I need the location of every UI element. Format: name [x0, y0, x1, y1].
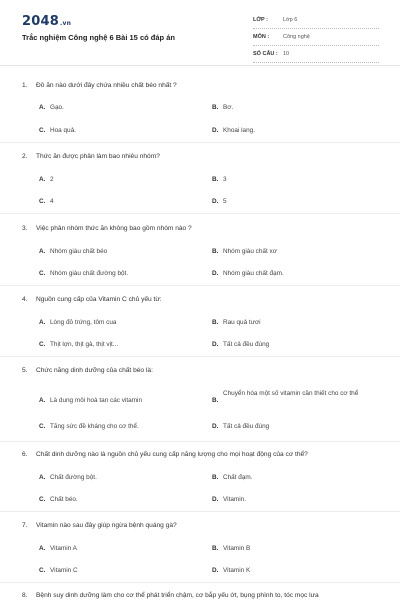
- option-text: Nhóm giàu chất xơ: [223, 248, 277, 255]
- option-text: Rau quả tươi: [223, 319, 261, 326]
- meta-value: Lớp 6: [283, 17, 298, 23]
- question-number: 2.: [22, 153, 28, 160]
- option-letter: B.: [212, 319, 219, 326]
- option-text: Gạo.: [50, 104, 64, 111]
- option-letter: B.: [212, 474, 219, 481]
- option-text: Lòng đỏ trứng, tôm cua: [50, 319, 117, 326]
- option-letter: A.: [39, 545, 46, 552]
- option-text: Hoa quả.: [50, 127, 76, 134]
- option-letter: A.: [39, 474, 46, 481]
- meta-row-count: [253, 48, 379, 63]
- option-letter: B.: [212, 397, 219, 404]
- question-label: Thức ăn được phân làm bao nhiêu nhóm?: [36, 153, 160, 160]
- option-text: Vitamin K: [223, 567, 251, 574]
- option-text: Vitamin C: [50, 567, 78, 574]
- option-text: Chất đường bột.: [50, 474, 97, 481]
- option-text: Vitamin.: [223, 496, 246, 503]
- option-letter: A.: [39, 397, 46, 404]
- logo-text: 2048: [22, 14, 59, 29]
- question-label: Nguồn cung cấp của Vitamin C chủ yếu từ:: [36, 296, 162, 303]
- option-text: 2: [50, 176, 54, 183]
- question-label: Việc phân nhóm thức ăn không bao gồm nhóm nào ?: [36, 225, 192, 232]
- option-letter: A.: [39, 248, 46, 255]
- option-letter: A.: [39, 319, 46, 326]
- meta-key: SỐ CÂU :: [253, 51, 278, 57]
- option-letter: C.: [39, 496, 46, 503]
- option-letter: C.: [39, 270, 46, 277]
- option-letter: C.: [39, 423, 46, 430]
- option-letter: D.: [212, 567, 219, 574]
- option-text: Vitamin A: [50, 545, 77, 552]
- header-divider: [0, 65, 400, 66]
- option-text: Nhóm giàu chất đường bột.: [50, 270, 129, 277]
- option-letter: B.: [212, 248, 219, 255]
- question-number: 3.: [22, 225, 28, 232]
- option-letter: C.: [39, 567, 46, 574]
- option-letter: C.: [39, 341, 46, 348]
- option-letter: D.: [212, 127, 219, 134]
- option-text: Nhóm giàu chất đạm.: [223, 270, 284, 277]
- option-text: Tất cả đều đúng: [223, 341, 270, 348]
- option-text: Chuyển hóa một số vitamin cần thiết cho cơ thể: [223, 390, 359, 397]
- logo-tld: .vn: [59, 20, 72, 27]
- question-label: Chức năng dinh dưỡng của chất béo là:: [36, 367, 153, 374]
- question-separator: [0, 285, 400, 286]
- option-text: Vitamin B: [223, 545, 251, 552]
- option-text: Khoai lang.: [223, 127, 255, 134]
- option-letter: D.: [212, 270, 219, 277]
- page-title: Trắc nghiệm Công nghệ 6 Bài 15 có đáp án: [22, 33, 175, 42]
- option-letter: D.: [212, 198, 219, 205]
- question-number: 6.: [22, 451, 28, 458]
- meta-row-class: [253, 14, 379, 29]
- question-label: Chất dinh dưỡng nào là nguồn chủ yếu cung cấp năng lượng cho mọi hoạt động của cơ thể?: [36, 451, 308, 458]
- option-text: Nhóm giàu chất béo: [50, 248, 108, 255]
- question-label: Đồ ăn nào dưới đây chứa nhiều chất béo nhất ?: [36, 82, 177, 89]
- question-text: [22, 82, 177, 89]
- question-separator: [0, 441, 400, 442]
- option-text: Tăng sức đề kháng cho cơ thể.: [50, 423, 139, 430]
- question-separator: [0, 356, 400, 357]
- question-separator: [0, 213, 400, 214]
- option-text: 5: [223, 198, 227, 205]
- option-letter: C.: [39, 198, 46, 205]
- meta-value: Công nghệ: [283, 34, 310, 40]
- option-letter: D.: [212, 341, 219, 348]
- question-number: 1.: [22, 82, 28, 89]
- question-number: 8.: [22, 592, 28, 599]
- meta-row-subject: [253, 31, 379, 46]
- question-label: Vitamin nào sau đây giúp ngừa bệnh quáng gà?: [36, 522, 177, 529]
- option-text: Thịt lợn, thịt gà, thịt vịt...: [50, 341, 119, 348]
- question-text: [22, 522, 177, 529]
- option-letter: B.: [212, 104, 219, 111]
- site-logo[interactable]: [22, 14, 71, 29]
- option-text: Chất béo.: [50, 496, 78, 503]
- question-separator: [0, 582, 400, 583]
- option-letter: A.: [39, 104, 46, 111]
- question-label: Bệnh suy dinh dưỡng làm cho cơ thể phát triển chậm, cơ bắp yếu ớt, bụng phình to, tóc mọc lưa: [36, 592, 319, 599]
- question-separator: [0, 142, 400, 143]
- option-letter: C.: [39, 127, 46, 134]
- option-letter: A.: [39, 176, 46, 183]
- option-text: Là dung môi hoà tan các vitamin: [50, 397, 143, 404]
- question-text: [22, 296, 162, 303]
- meta-key: LỚP :: [253, 17, 268, 23]
- question-text: [22, 153, 160, 160]
- question-text: [22, 592, 319, 599]
- option-text: Tất cả đều đúng: [223, 423, 270, 430]
- question-text: [22, 451, 308, 458]
- question-text: [22, 367, 153, 374]
- option-text: Chất đạm.: [223, 474, 253, 481]
- option-letter: B.: [212, 176, 219, 183]
- question-separator: [0, 511, 400, 512]
- option-text: 3: [223, 176, 227, 183]
- meta-value: 10: [283, 51, 290, 57]
- option-text: Bơ.: [223, 104, 234, 111]
- page-header: [0, 0, 400, 62]
- option-letter: D.: [212, 423, 219, 430]
- meta-key: MÔN :: [253, 34, 270, 40]
- question-number: 4.: [22, 296, 28, 303]
- option-letter: D.: [212, 496, 219, 503]
- question-text: [22, 225, 192, 232]
- option-text: 4: [50, 198, 54, 205]
- option-letter: B.: [212, 545, 219, 552]
- question-number: 7.: [22, 522, 28, 529]
- question-number: 5.: [22, 367, 28, 374]
- meta-info: [253, 14, 379, 65]
